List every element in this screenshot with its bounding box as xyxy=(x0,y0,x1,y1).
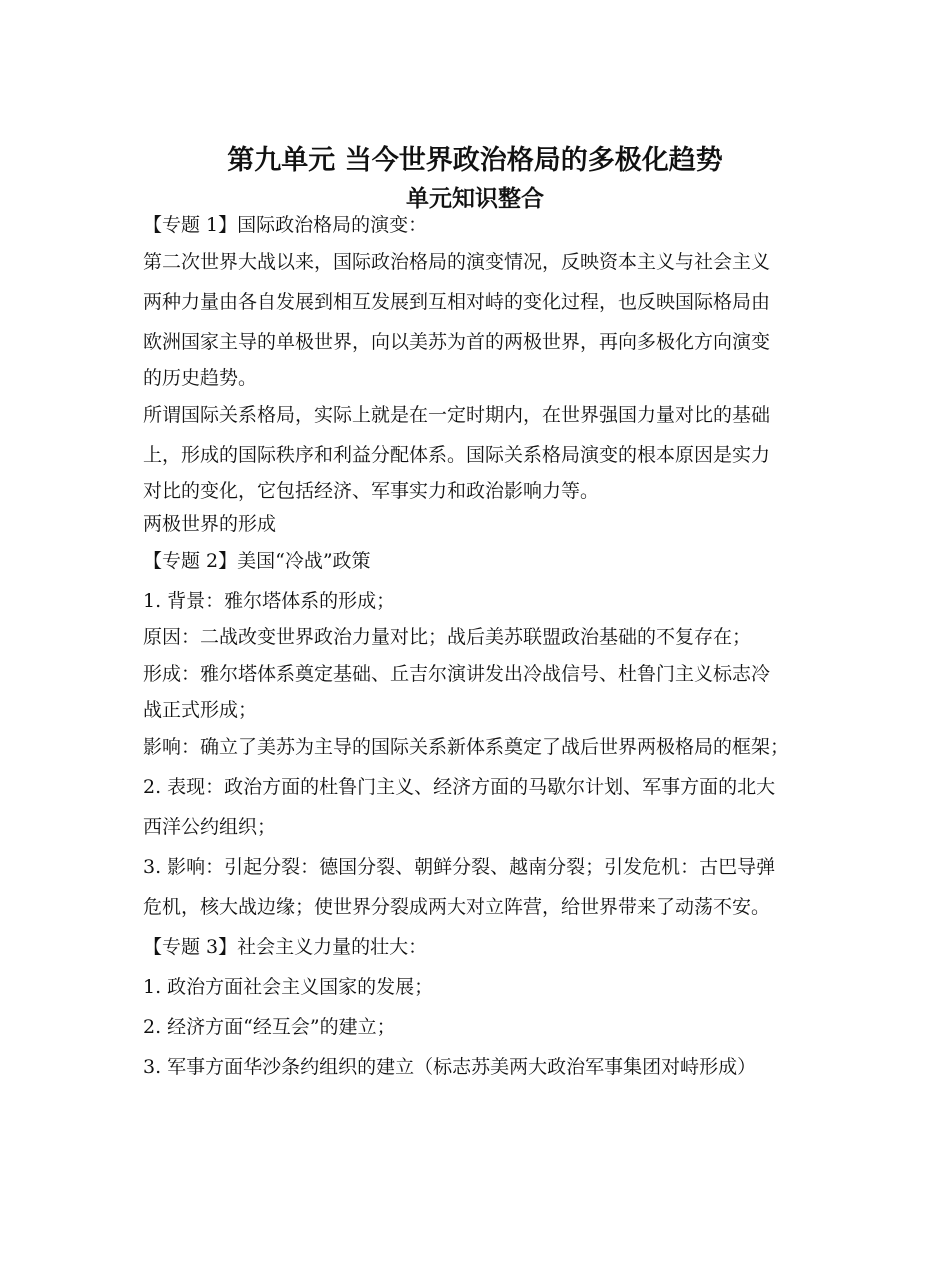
paragraph-line: 原因：二战改变世界政治力量对比；战后美苏联盟政治基础的不复存在； xyxy=(143,626,752,648)
section-subheading: 两极世界的形成 xyxy=(143,513,277,535)
paragraph-line: 对比的变化，它包括经济、军事实力和政治影响力等。 xyxy=(143,480,600,502)
paragraph-line: 上，形成的国际秩序和利益分配体系。国际关系格局演变的根本原因是实力 xyxy=(143,444,771,466)
section-heading-topic-1: 【专题 1】国际政治格局的演变： xyxy=(143,214,428,236)
document-subtitle: 单元知识整合 xyxy=(406,186,544,212)
list-item: 3. 影响：引起分裂：德国分裂、朝鲜分裂、越南分裂；引发危机：古巴导弹 xyxy=(143,856,776,878)
section-heading-topic-2: 【专题 2】美国“冷战”政策 xyxy=(143,550,371,572)
document-title: 第九单元 当今世界政治格局的多极化趋势 xyxy=(227,145,723,176)
paragraph-line: 两种力量由各自发展到相互发展到互相对峙的变化过程，也反映国际格局由 xyxy=(143,291,771,313)
list-item: 2. 表现：政治方面的杜鲁门主义、经济方面的马歇尔计划、军事方面的北大 xyxy=(143,776,776,798)
list-item: 2. 经济方面“经互会”的建立； xyxy=(143,1016,396,1038)
paragraph-line: 战正式形成； xyxy=(143,699,258,721)
list-item: 1. 背景：雅尔塔体系的形成； xyxy=(143,590,396,612)
list-item: 1. 政治方面社会主义国家的发展； xyxy=(143,976,434,998)
paragraph-line: 影响：确立了美苏为主导的国际关系新体系奠定了战后世界两极格局的框架； xyxy=(143,736,790,758)
list-item: 3. 军事方面华沙条约组织的建立（标志苏美两大政治军事集团对峙形成） xyxy=(143,1056,757,1078)
paragraph-line: 危机，核大战边缘；使世界分裂成两大对立阵营，给世界带来了动荡不安。 xyxy=(143,896,771,918)
paragraph-line: 所谓国际关系格局，实际上就是在一定时期内，在世界强国力量对比的基础 xyxy=(143,404,771,426)
paragraph-line: 第二次世界大战以来，国际政治格局的演变情况，反映资本主义与社会主义 xyxy=(143,251,771,273)
paragraph-line: 的历史趋势。 xyxy=(143,367,258,389)
paragraph-line: 西洋公约组织； xyxy=(143,816,277,838)
paragraph-line: 欧洲国家主导的单极世界，向以美苏为首的两极世界，再向多极化方向演变 xyxy=(143,331,771,353)
section-heading-topic-3: 【专题 3】社会主义力量的壮大： xyxy=(143,936,428,958)
paragraph-line: 形成：雅尔塔体系奠定基础、丘吉尔演讲发出冷战信号、杜鲁门主义标志冷 xyxy=(143,663,771,685)
document-body xyxy=(143,209,843,1087)
